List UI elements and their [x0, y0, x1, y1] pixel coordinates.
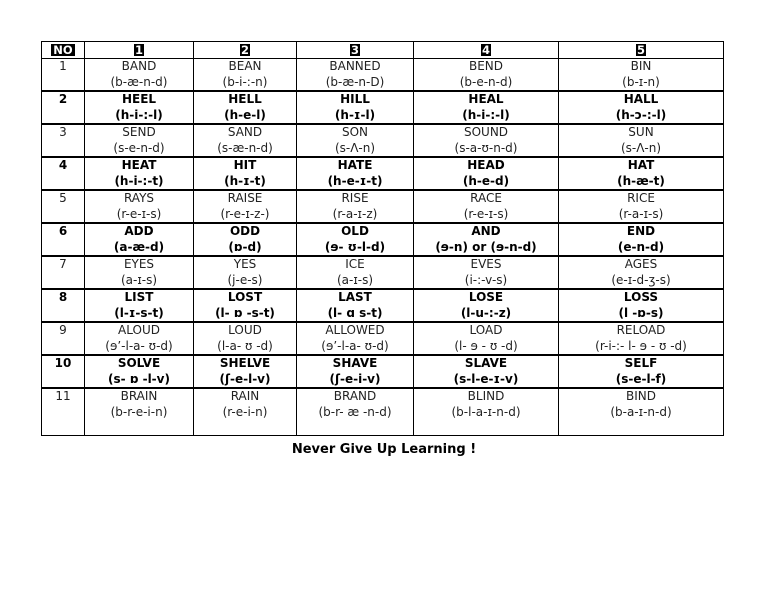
row-number: 8: [42, 289, 85, 322]
word-cell: [414, 91, 559, 124]
header-col-4: [414, 42, 559, 59]
header-col-3: [297, 42, 414, 59]
pronunciation-text: (e-ɪ-d-ʒ-s): [611, 272, 671, 287]
word-text: BEAN: [228, 59, 262, 73]
word-cell: [414, 59, 559, 92]
word-cell: [297, 124, 414, 157]
word-text: RELOAD: [616, 323, 666, 337]
word-text: ALOUD: [118, 323, 160, 337]
word-text: BRAIN: [120, 389, 158, 403]
word-cell: [85, 256, 194, 289]
word-text: SUN: [628, 125, 654, 139]
pronunciation-text: (b-r-e-i-n): [110, 404, 168, 419]
header-col-label: 5: [636, 43, 645, 57]
word-cell: [297, 223, 414, 256]
word-text: SELF: [624, 356, 658, 370]
pronunciation-text: (r-e-ɪ-s): [463, 206, 509, 221]
word-cell: [85, 124, 194, 157]
word-text: SAND: [227, 125, 263, 139]
word-text: RICE: [627, 191, 655, 205]
pronunciation-text: (h-e-d): [462, 173, 510, 188]
pronunciation-text: (ʃ-e-l-v): [219, 371, 271, 386]
pronunciation-text: (a-æ-d): [113, 239, 165, 254]
word-text: HILL: [340, 92, 370, 106]
word-cell: [414, 322, 559, 355]
row-number: 3: [42, 124, 85, 157]
header-col-label: 4: [481, 43, 490, 57]
word-text: LOSS: [623, 290, 659, 304]
pronunciation-text: (b-ɪ-n): [622, 74, 660, 89]
pronunciation-text: (ɘ-n) or (ɘ-n-d): [435, 239, 537, 254]
pronunciation-text: (b-a-ɪ-n-d): [610, 404, 672, 419]
pronunciation-text: (ɘ- ʊ-l-d): [324, 239, 386, 254]
word-text: RAISE: [227, 191, 263, 205]
header-row: [42, 42, 724, 59]
word-cell: [297, 91, 414, 124]
table-body: [42, 59, 724, 436]
word-cell: [559, 322, 724, 355]
pronunciation-text: (h-i-:-t): [114, 173, 164, 188]
pronunciation-text: (b-æ-n-d): [110, 74, 168, 89]
pronunciation-text: (h-æ-t): [617, 173, 665, 188]
word-cell: [194, 256, 297, 289]
pronunciation-text: (h-i-:-l): [462, 107, 510, 122]
word-text: SEND: [122, 125, 156, 139]
word-text: ICE: [345, 257, 365, 271]
word-cell: [85, 289, 194, 322]
word-cell: [414, 289, 559, 322]
word-text: LOUD: [228, 323, 262, 337]
word-cell: [559, 190, 724, 223]
word-text: SHAVE: [332, 356, 378, 370]
word-text: HEEL: [121, 92, 157, 106]
word-text: BEND: [468, 59, 504, 73]
word-cell: [297, 59, 414, 92]
header-col-1: [85, 42, 194, 59]
word-text: BLIND: [467, 389, 505, 403]
word-cell: [559, 388, 724, 436]
word-text: SON: [341, 125, 369, 139]
word-cell: [297, 256, 414, 289]
word-cell: [85, 91, 194, 124]
pronunciation-text: (a-ɪ-s): [120, 272, 158, 287]
pronunciation-text: (l-a- ʊ -d): [217, 338, 273, 353]
pronunciation-text: (l -ɒ-s): [618, 305, 664, 320]
pronunciation-text: (h-i-:-l): [115, 107, 163, 122]
word-cell: [194, 91, 297, 124]
word-cell: [414, 190, 559, 223]
word-text: BIND: [626, 389, 656, 403]
pronunciation-text: (l- ɑ s-t): [327, 305, 383, 320]
word-cell: [194, 289, 297, 322]
word-cell: [194, 59, 297, 92]
word-cell: [297, 388, 414, 436]
table-row: [42, 355, 724, 388]
word-text: RAIN: [230, 389, 260, 403]
word-text: SOUND: [463, 125, 509, 139]
word-cell: [194, 322, 297, 355]
table-row: [42, 91, 724, 124]
word-cell: [194, 388, 297, 436]
word-cell: [559, 256, 724, 289]
word-cell: [559, 59, 724, 92]
table-row: [42, 388, 724, 436]
word-cell: [414, 157, 559, 190]
word-text: SLAVE: [464, 356, 508, 370]
word-text: RACE: [470, 191, 502, 205]
word-cell: [194, 223, 297, 256]
word-cell: [194, 157, 297, 190]
word-cell: [559, 157, 724, 190]
table-row: [42, 289, 724, 322]
word-cell: [559, 355, 724, 388]
table-row: [42, 59, 724, 92]
pronunciation-text: (b-e-n-d): [459, 74, 513, 89]
word-text: HAT: [627, 158, 655, 172]
word-text: HEAD: [467, 158, 505, 172]
word-text: LOST: [227, 290, 263, 304]
word-cell: [297, 322, 414, 355]
word-cell: [414, 388, 559, 436]
word-cell: [559, 91, 724, 124]
word-text: ALLOWED: [325, 323, 385, 337]
word-cell: [85, 59, 194, 92]
word-cell: [194, 124, 297, 157]
word-text: EYES: [123, 257, 155, 271]
pronunciation-text: (s-Λ-n): [334, 140, 376, 155]
row-number: 6: [42, 223, 85, 256]
pronunciation-text: (i-:-v-s): [464, 272, 508, 287]
footer-motto: Never Give Up Learning !: [291, 442, 477, 457]
pronunciation-text: (s- ɒ -l-v): [108, 371, 170, 386]
word-cell: [85, 223, 194, 256]
pronunciation-text: (ɘ’-l-a- ʊ-d): [321, 338, 389, 353]
header-col-label: 2: [240, 43, 249, 57]
word-cell: [85, 190, 194, 223]
header-col-2: [194, 42, 297, 59]
pronunciation-text: (s-Λ-n): [620, 140, 662, 155]
word-cell: [85, 355, 194, 388]
table-row: [42, 124, 724, 157]
pronunciation-text: (a-ɪ-s): [336, 272, 374, 287]
word-text: LIST: [124, 290, 154, 304]
pronunciation-text: (e-n-d): [617, 239, 665, 254]
row-number: 5: [42, 190, 85, 223]
row-number: 9: [42, 322, 85, 355]
word-text: HEAT: [121, 158, 157, 172]
pronunciation-text: (b-r- æ -n-d): [318, 404, 392, 419]
pronunciation-text: (h-e-ɪ-t): [327, 173, 383, 188]
word-text: LOAD: [469, 323, 503, 337]
pronunciation-text: (j-e-s): [227, 272, 263, 287]
word-text: RAYS: [123, 191, 155, 205]
row-number: 4: [42, 157, 85, 190]
row-number: 7: [42, 256, 85, 289]
row-number: 10: [42, 355, 85, 388]
word-cell: [297, 289, 414, 322]
pronunciation-text: (ʃ-e-i-v): [329, 371, 381, 386]
word-cell: [194, 190, 297, 223]
word-cell: [297, 157, 414, 190]
word-text: HEAL: [468, 92, 504, 106]
pronunciation-text: (r-a-ɪ-z): [332, 206, 378, 221]
word-text: BRAND: [333, 389, 377, 403]
pronunciation-text: (h-e-l): [224, 107, 266, 122]
pronunciation-text: (r-e-ɪ-z-): [220, 206, 270, 221]
word-text: END: [626, 224, 656, 238]
pronunciation-text: (s-e-l-f): [615, 371, 667, 386]
pronunciation-text: (b-i-:-n): [222, 74, 268, 89]
pronunciation-text: (s-e-n-d): [113, 140, 165, 155]
word-cell: [414, 355, 559, 388]
word-text: LOSE: [468, 290, 504, 304]
word-text: AGES: [624, 257, 658, 271]
word-text: AND: [471, 224, 501, 238]
word-text: BANNED: [329, 59, 381, 73]
pronunciation-text: (b-æ-n-D): [325, 74, 385, 89]
word-text: LAST: [338, 290, 372, 304]
word-text: HELL: [228, 92, 262, 106]
pronunciation-text: (h-ɪ-t): [224, 173, 266, 188]
word-cell: [559, 124, 724, 157]
word-cell: [85, 388, 194, 436]
pronunciation-text: (l-ɪ-s-t): [114, 305, 164, 320]
header-col-label: 3: [350, 43, 359, 57]
row-number: 2: [42, 91, 85, 124]
table-row: [42, 256, 724, 289]
pronunciation-text: (s-a-ʊ-n-d): [454, 140, 518, 155]
table-row: [42, 322, 724, 355]
pronunciation-text: (h-ɔ-:-l): [615, 107, 667, 122]
word-cell: [414, 124, 559, 157]
word-cell: [85, 157, 194, 190]
word-text: YES: [233, 257, 257, 271]
row-number: 11: [42, 388, 85, 436]
table-row: [42, 157, 724, 190]
pronunciation-text: (s-l-e-ɪ-v): [453, 371, 519, 386]
word-cell: [297, 355, 414, 388]
word-text: ODD: [229, 224, 261, 238]
word-table: [41, 41, 724, 436]
pronunciation-text: (b-l-a-ɪ-n-d): [451, 404, 521, 419]
word-text: SOLVE: [117, 356, 161, 370]
word-text: HALL: [623, 92, 659, 106]
word-text: RISE: [341, 191, 369, 205]
row-number: 1: [42, 59, 85, 92]
word-text: BIN: [630, 59, 652, 73]
pronunciation-text: (r-a-ɪ-s): [618, 206, 664, 221]
pronunciation-text: (h-ɪ-l): [334, 107, 376, 122]
header-no: [42, 42, 85, 59]
word-cell: [194, 355, 297, 388]
table-row: [42, 223, 724, 256]
pronunciation-text: (r-e-ɪ-s): [116, 206, 162, 221]
pronunciation-text: (ɘ’-l-a- ʊ-d): [105, 338, 173, 353]
header-col-label: 1: [134, 43, 143, 57]
pronunciation-text: (s-æ-n-d): [217, 140, 273, 155]
pronunciation-text: (ɒ-d): [228, 239, 262, 254]
table-row: [42, 190, 724, 223]
pronunciation-text: (r-e-i-n): [222, 404, 268, 419]
word-cell: [559, 289, 724, 322]
word-text: EVES: [470, 257, 502, 271]
word-text: OLD: [341, 224, 369, 238]
pronunciation-text: (l-u-:-z): [460, 305, 512, 320]
word-text: BAND: [121, 59, 157, 73]
word-cell: [414, 256, 559, 289]
word-text: ADD: [124, 224, 154, 238]
word-cell: [85, 322, 194, 355]
word-cell: [297, 190, 414, 223]
word-text: HIT: [233, 158, 257, 172]
header-col-5: [559, 42, 724, 59]
header-no-label: NO: [53, 43, 73, 57]
pronunciation-text: (l- ɘ - ʊ -d): [454, 338, 518, 353]
word-text: SHELVE: [219, 356, 271, 370]
word-text: HATE: [337, 158, 373, 172]
pronunciation-text: (r-i-:- l- ɘ - ʊ -d): [595, 338, 687, 353]
word-cell: [414, 223, 559, 256]
pronunciation-text: (l- ɒ -s-t): [215, 305, 275, 320]
word-cell: [559, 223, 724, 256]
